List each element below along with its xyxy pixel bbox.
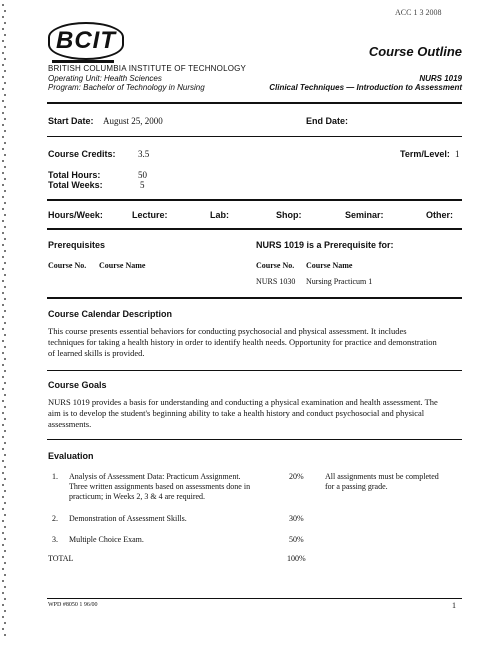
scan-speck [4,610,6,612]
eval-item-number: 3. [52,535,58,544]
scan-speck [2,352,4,354]
scan-speck [4,238,6,240]
scan-speck [4,382,6,384]
scan-speck [4,430,6,432]
scan-speck [2,340,4,342]
scan-speck [4,622,6,624]
start-date-label: Start Date: [48,116,94,126]
scan-speck [2,40,4,42]
scan-speck [4,394,6,396]
scan-speck [4,34,6,36]
scan-speck [4,598,6,600]
lab-label: Lab: [210,210,229,220]
scan-speck [4,322,6,324]
scan-speck [4,250,6,252]
divider [47,136,462,137]
scan-speck [4,298,6,300]
scan-speck [4,106,6,108]
text-line: of learned skills is provided. [48,348,145,358]
scan-speck [4,358,6,360]
prereq-col-no: Course No. [48,261,87,270]
scan-speck [4,634,6,636]
divider [47,228,462,230]
prereq-col-name: Course Name [99,261,146,270]
scan-speck [2,376,4,378]
scan-speck [2,616,4,618]
prereq-for-col-no: Course No. [256,261,295,270]
scan-edge [0,0,8,645]
received-stamp: ACC 1 3 2008 [395,8,442,17]
term-value: 1 [455,149,460,159]
scan-speck [4,550,6,552]
scan-speck [2,544,4,546]
scan-speck [4,70,6,72]
scan-speck [2,508,4,510]
divider [47,439,462,440]
divider [47,102,462,104]
scan-speck [2,388,4,390]
scan-speck [2,196,4,198]
end-date-label: End Date: [306,116,349,126]
scan-speck [2,148,4,150]
scan-speck [4,478,6,480]
scan-speck [4,58,6,60]
scan-speck [4,142,6,144]
page-number: 1 [452,601,456,610]
eval-item-number: 2. [52,514,58,523]
scan-speck [2,604,4,606]
scan-speck [4,466,6,468]
scan-speck [2,16,4,18]
eval-item-percent: 30% [289,514,304,523]
scan-speck [2,4,4,6]
prereq-for-course-no: NURS 1030 [256,277,296,286]
text-line: practicum; in Weeks 2, 3 & 4 are required. [69,492,206,501]
institute-name: BRITISH COLUMBIA INSTITUTE OF TECHNOLOGY [48,64,247,73]
scan-speck [2,88,4,90]
text-line: techniques for taking a health history in order to identify health needs. Opportunity for practice and demonstration [48,337,437,347]
scan-speck [2,328,4,330]
scan-speck [2,220,4,222]
scan-speck [2,568,4,570]
scan-speck [2,28,4,30]
scan-speck [4,166,6,168]
text-line: NURS 1019 provides a basis for understanding and conducting a physical examination and health assessment. The [48,397,438,407]
scan-speck [4,226,6,228]
term-label: Term/Level: [400,149,450,159]
credits-value: 3.5 [138,149,150,159]
scan-speck [4,526,6,528]
calendar-heading: Course Calendar Description [48,309,173,319]
scan-speck [4,490,6,492]
footer-divider [47,598,462,599]
text-line: for a passing grade. [325,482,388,491]
total-percent: 100% [287,554,306,563]
scan-speck [2,364,4,366]
lecture-label: Lecture: [132,210,168,220]
scan-speck [2,76,4,78]
eval-note [325,472,439,492]
hours-week-label: Hours/Week: [48,210,103,220]
scan-speck [4,154,6,156]
total-label: TOTAL [48,554,74,563]
scan-speck [4,130,6,132]
course-title: Clinical Techniques — Introduction to Assessment [269,83,462,92]
text-line: Three written assignments based on assessments done in [69,482,251,491]
scan-speck [2,424,4,426]
scan-speck [4,574,6,576]
text-line: All assignments must be completed [325,472,439,481]
hours-label: Total Hours: [48,170,101,180]
eval-item-number: 1. [52,472,58,481]
scan-speck [2,184,4,186]
scan-speck [2,244,4,246]
text-line: assessments. [48,419,92,429]
scan-speck [2,112,4,114]
divider [47,199,462,201]
credits-label: Course Credits: [48,149,116,159]
scan-speck [2,52,4,54]
scan-speck [2,304,4,306]
text-line: aim is to develop the student's beginning ability to take a health history and conduct psychosocial and physical [48,408,425,418]
scan-speck [2,64,4,66]
scan-speck [4,94,6,96]
text-line: Analysis of Assessment Data: Practicum Assignment. [69,472,241,481]
scan-speck [4,346,6,348]
scan-speck [4,274,6,276]
scan-speck [2,484,4,486]
scan-speck [2,496,4,498]
scan-speck [2,460,4,462]
prereq-for-heading: NURS 1019 is a Prerequisite for: [256,240,394,250]
scan-speck [2,316,4,318]
scan-speck [4,10,6,12]
scan-speck [2,448,4,450]
divider [47,370,462,371]
scan-speck [4,562,6,564]
operating-unit: Operating Unit: Health Sciences [48,74,162,83]
scan-speck [4,454,6,456]
scan-speck [4,202,6,204]
scan-speck [2,472,4,474]
hours-value: 50 [138,170,147,180]
scan-speck [2,124,4,126]
text-line: This course presents essential behaviors for conducting psychosocial and physical assessment. It includes [48,326,407,336]
scan-speck [2,628,4,630]
scan-speck [2,292,4,294]
scan-speck [4,310,6,312]
seminar-label: Seminar: [345,210,384,220]
document-type: Course Outline [368,44,462,59]
goals-heading: Course Goals [48,380,107,390]
divider [47,297,462,299]
scan-speck [4,334,6,336]
scan-speck [2,400,4,402]
evaluation-heading: Evaluation [48,451,94,461]
scan-speck [2,256,4,258]
scan-speck [2,208,4,210]
calendar-description [48,326,458,359]
scan-speck [4,262,6,264]
scan-speck [2,160,4,162]
scan-speck [4,214,6,216]
weeks-label: Total Weeks: [48,180,103,190]
scan-speck [4,82,6,84]
scan-speck [4,118,6,120]
scan-speck [2,556,4,558]
scan-speck [4,538,6,540]
prereq-for-course-name: Nursing Practicum 1 [306,277,373,286]
scan-speck [2,412,4,414]
scan-speck [2,136,4,138]
scan-speck [2,280,4,282]
scan-speck [4,418,6,420]
footer-document-id: WPD #8050 1 96/00 [48,602,98,608]
scan-speck [4,514,6,516]
scan-speck [4,286,6,288]
scan-speck [2,580,4,582]
goals-description [48,397,458,430]
weeks-value: 5 [140,180,145,190]
logo-underline [52,60,114,63]
start-date-value: August 25, 2000 [103,116,163,126]
eval-item-percent: 20% [289,472,304,481]
shop-label: Shop: [276,210,302,220]
scan-speck [4,406,6,408]
other-label: Other: [426,210,453,220]
scan-speck [4,46,6,48]
prereq-for-col-name: Course Name [306,261,353,270]
scan-speck [2,520,4,522]
eval-item-text: Demonstration of Assessment Skills. [69,514,187,523]
scan-speck [2,100,4,102]
eval-item-text: Multiple Choice Exam. [69,535,144,544]
scan-speck [4,502,6,504]
scan-speck [4,586,6,588]
eval-item-text [69,472,250,502]
eval-item-percent: 50% [289,535,304,544]
scan-speck [2,268,4,270]
scan-speck [2,592,4,594]
scan-speck [2,232,4,234]
scan-speck [4,22,6,24]
bcit-logo: BCIT [48,22,124,60]
scan-speck [4,190,6,192]
scan-speck [2,532,4,534]
program-name: Program: Bachelor of Technology in Nursing [48,83,205,92]
scan-speck [4,370,6,372]
scan-speck [2,172,4,174]
scan-speck [4,178,6,180]
scan-speck [2,436,4,438]
prerequisites-heading: Prerequisites [48,240,106,250]
course-code: NURS 1019 [419,74,462,83]
scan-speck [4,442,6,444]
